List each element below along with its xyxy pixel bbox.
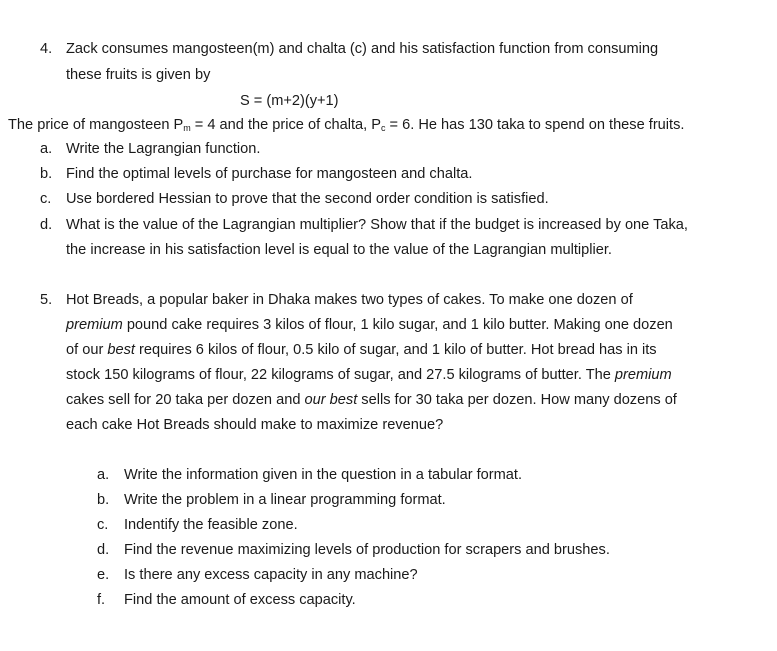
- q4-part-d-text-continued: the increase in his satisfaction level is equal to the value of the Lagrangian multiplier.: [66, 242, 612, 258]
- q5-part-c-text: Indentify the feasible zone.: [124, 517, 298, 533]
- q5-line-6: each cake Hot Breads should make to maximize revenue?: [66, 417, 444, 433]
- q5-line-5: cakes sell for 20 taka per dozen and our best sells for 30 taka per dozen. How many dozens of: [66, 392, 677, 408]
- q5-part-a-label: a.: [97, 467, 110, 483]
- q4-part-d-text: What is the value of the Lagrangian multiplier? Show that if the budget is increased by one Taka,: [66, 217, 688, 233]
- q4-part-a-text: Write the Lagrangian function.: [66, 141, 261, 157]
- q4-intro-line-2: these fruits is given by: [66, 67, 211, 83]
- q5-number: 5.: [40, 292, 53, 308]
- q5-part-e-label: e.: [97, 567, 110, 583]
- q5-part-c-label: c.: [97, 517, 109, 533]
- q5-part-f-text: Find the amount of excess capacity.: [124, 592, 356, 608]
- q5-part-d-text: Find the revenue maximizing levels of production for scrapers and brushes.: [124, 542, 610, 558]
- q4-price-line: The price of mangosteen $P_m = 4$ and the price of chalta, $P_c = 6$. He has 130 taka to spend on these fruits.: [8, 117, 685, 133]
- q4-part-a-label: a.: [40, 141, 53, 157]
- q5-part-b-text: Write the problem in a linear programming format.: [124, 492, 446, 508]
- q5-part-d-label: d.: [97, 542, 110, 558]
- q4-part-d-label: d.: [40, 217, 53, 233]
- q5-line-2: premium pound cake requires 3 kilos of flour, 1 kilo sugar, and 1 kilo butter. Making one dozen: [66, 317, 673, 333]
- q5-part-a-text: Write the information given in the question in a tabular format.: [124, 467, 523, 483]
- q4-part-b-text: Find the optimal levels of purchase for mangosteen and chalta.: [66, 166, 473, 182]
- q4-intro-line-1: Zack consumes mangosteen(m) and chalta (c) and his satisfaction function from consuming: [66, 41, 659, 57]
- q5-line-4: stock 150 kilograms of flour, 22 kilograms of sugar, and 27.5 kilograms of butter. The premium: [66, 367, 672, 383]
- q4-part-b-label: b.: [40, 166, 53, 182]
- q4-number: 4.: [40, 41, 53, 57]
- q5-part-f-label: f.: [97, 592, 106, 608]
- q5-line-3: of our best requires 6 kilos of flour, 0.5 kilo of sugar, and 1 kilo of butter. Hot bread has in its: [66, 342, 657, 358]
- q5-part-b-label: b.: [97, 492, 110, 508]
- q5-line-1: Hot Breads, a popular baker in Dhaka makes two types of cakes. To make one dozen of: [66, 292, 633, 308]
- q4-satisfaction-formula: S = (m+2)(y+1): [240, 93, 339, 109]
- q4-part-c-label: c.: [40, 191, 52, 207]
- q5-part-e-text: Is there any excess capacity in any machine?: [124, 567, 418, 583]
- q4-part-c-text: Use bordered Hessian to prove that the second order condition is satisfied.: [66, 191, 549, 207]
